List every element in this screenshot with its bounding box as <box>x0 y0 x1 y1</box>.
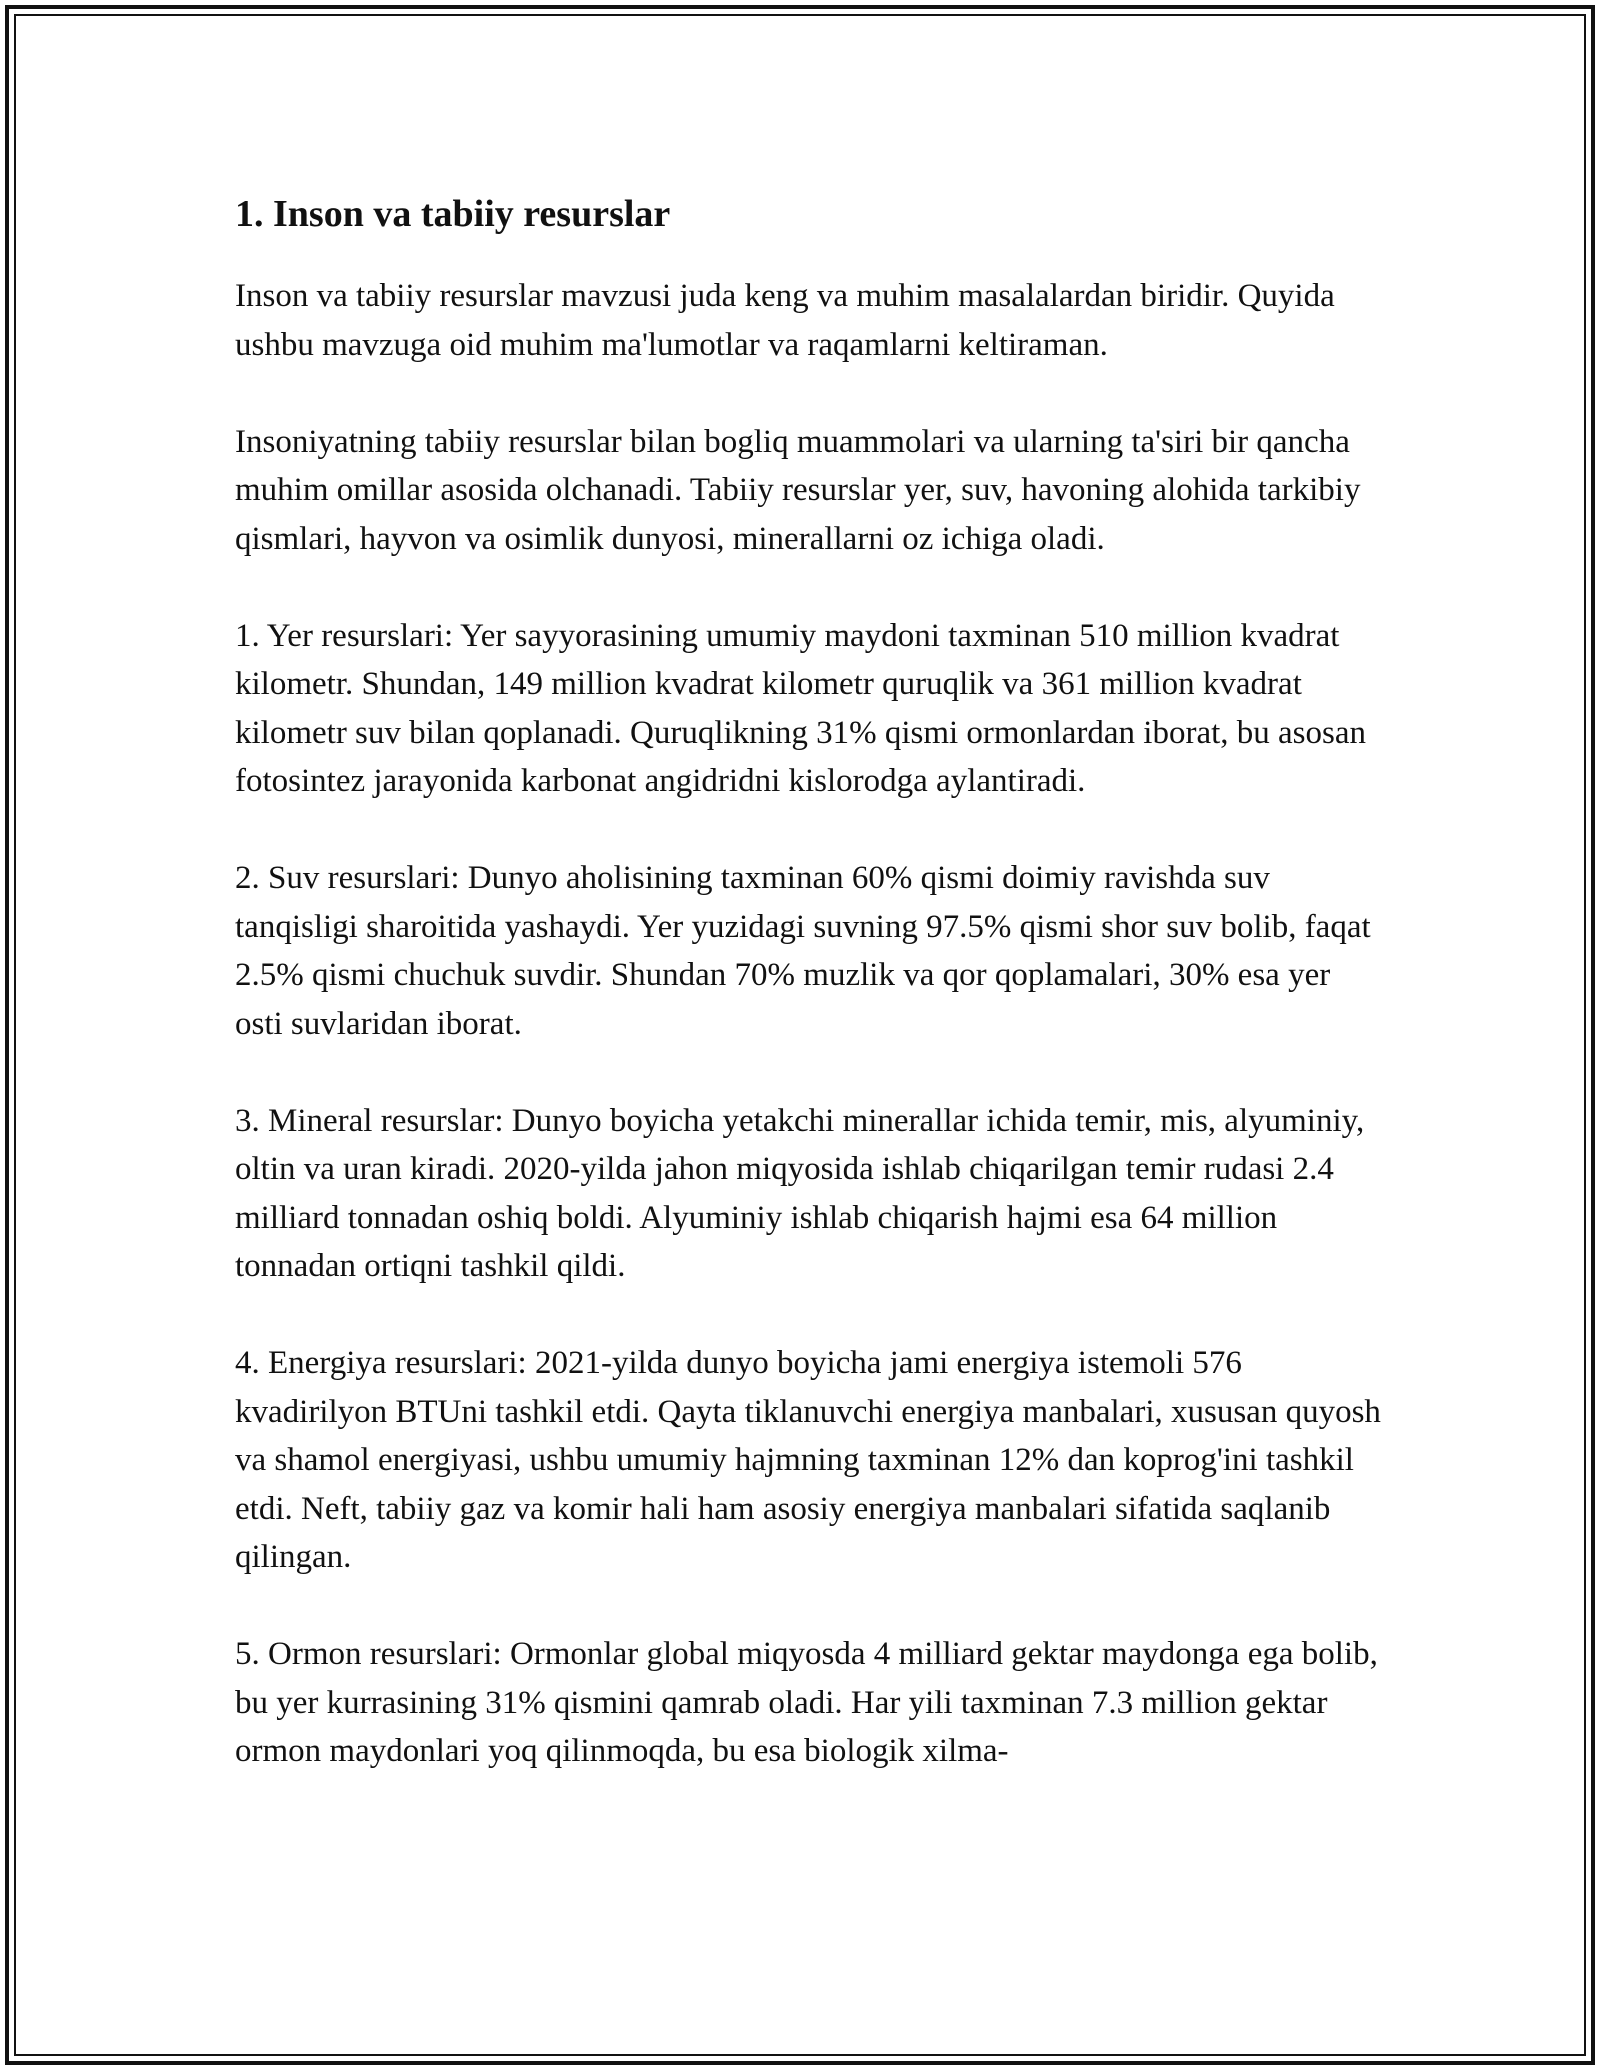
document-title: 1. Inson va tabiiy resurslar <box>235 193 671 235</box>
energy-resources-paragraph: 4. Energiya resurslari: 2021-yilda dunyo boyicha jami energiya istemoli 576 kvadirilyon BTUni tashkil etdi. Qayta tiklanuvchi energiya manbalari, xususan quyosh va shamol energiyasi, ushbu umumiy hajmning taxminan 12% dan koprog'ini tashkil etdi. Neft, tabiiy gaz va komir hali ham asosiy energiya manbalari sifatida saqlanib qilingan. <box>235 1345 1381 1575</box>
mineral-resources-paragraph: 3. Mineral resurslar: Dunyo boyicha yetakchi minerallar ichida temir, mis, alyuminiy, oltin va uran kiradi. 2020-yilda jahon miqyosida ishlab chiqarilgan temir rudasi 2.4 milliard tonnadan oshiq boldi. Alyuminiy ishlab chiqarish hajmi esa 64 million tonnadan ortiqni tashkil qildi. <box>235 1102 1365 1284</box>
land-resources-paragraph: 1. Yer resurslari: Yer sayyorasining umumiy maydoni taxminan 510 million kvadrat kilometr. Shundan, 149 million kvadrat kilometr quruqlik va 361 million kvadrat kilometr suv bilan qoplanadi. Quruqlikning 31% qismi ormonlardan iborat, bu asosan fotosintez jarayonida karbonat angidridni kislorodga aylantiradi. <box>235 617 1366 799</box>
intro-paragraph: Inson va tabiiy resurslar mavzusi juda keng va muhim masalalardan biridir. Quyida ushbu mavzuga oid muhim ma'lumotlar va raqamlarni keltiraman. <box>235 278 1335 363</box>
forest-resources-paragraph: 5. Ormon resurslari: Ormonlar global miqyosda 4 milliard gektar maydonga ega bolib, bu yer kurrasining 31% qismini qamrab oladi. Har yili taxminan 7.3 million gektar ormon maydonlari yoq qilinmoqda, bu esa biologik xilma- <box>235 1636 1378 1769</box>
water-resources-paragraph: 2. Suv resurslari: Dunyo aholisining taxminan 60% qismi doimiy ravishda suv tanqisligi sharoitida yashaydi. Yer yuzidagi suvning 97.5% qismi shor suv bolib, faqat 2.5% qismi chuchuk suvdir. Shundan 70% muzlik va qor qoplamalari, 30% esa yer osti suvlaridan iborat. <box>235 860 1371 1042</box>
overview-paragraph: Insoniyatning tabiiy resurslar bilan bogliq muammolari va ularning ta'siri bir qancha muhim omillar asosida olchanadi. Tabiiy resurslar yer, suv, havoning alohida tarkibiy qismlari, hayvon va osimlik dunyosi, minerallarni oz ichiga oladi. <box>235 423 1361 557</box>
document-body <box>235 188 1385 1824</box>
